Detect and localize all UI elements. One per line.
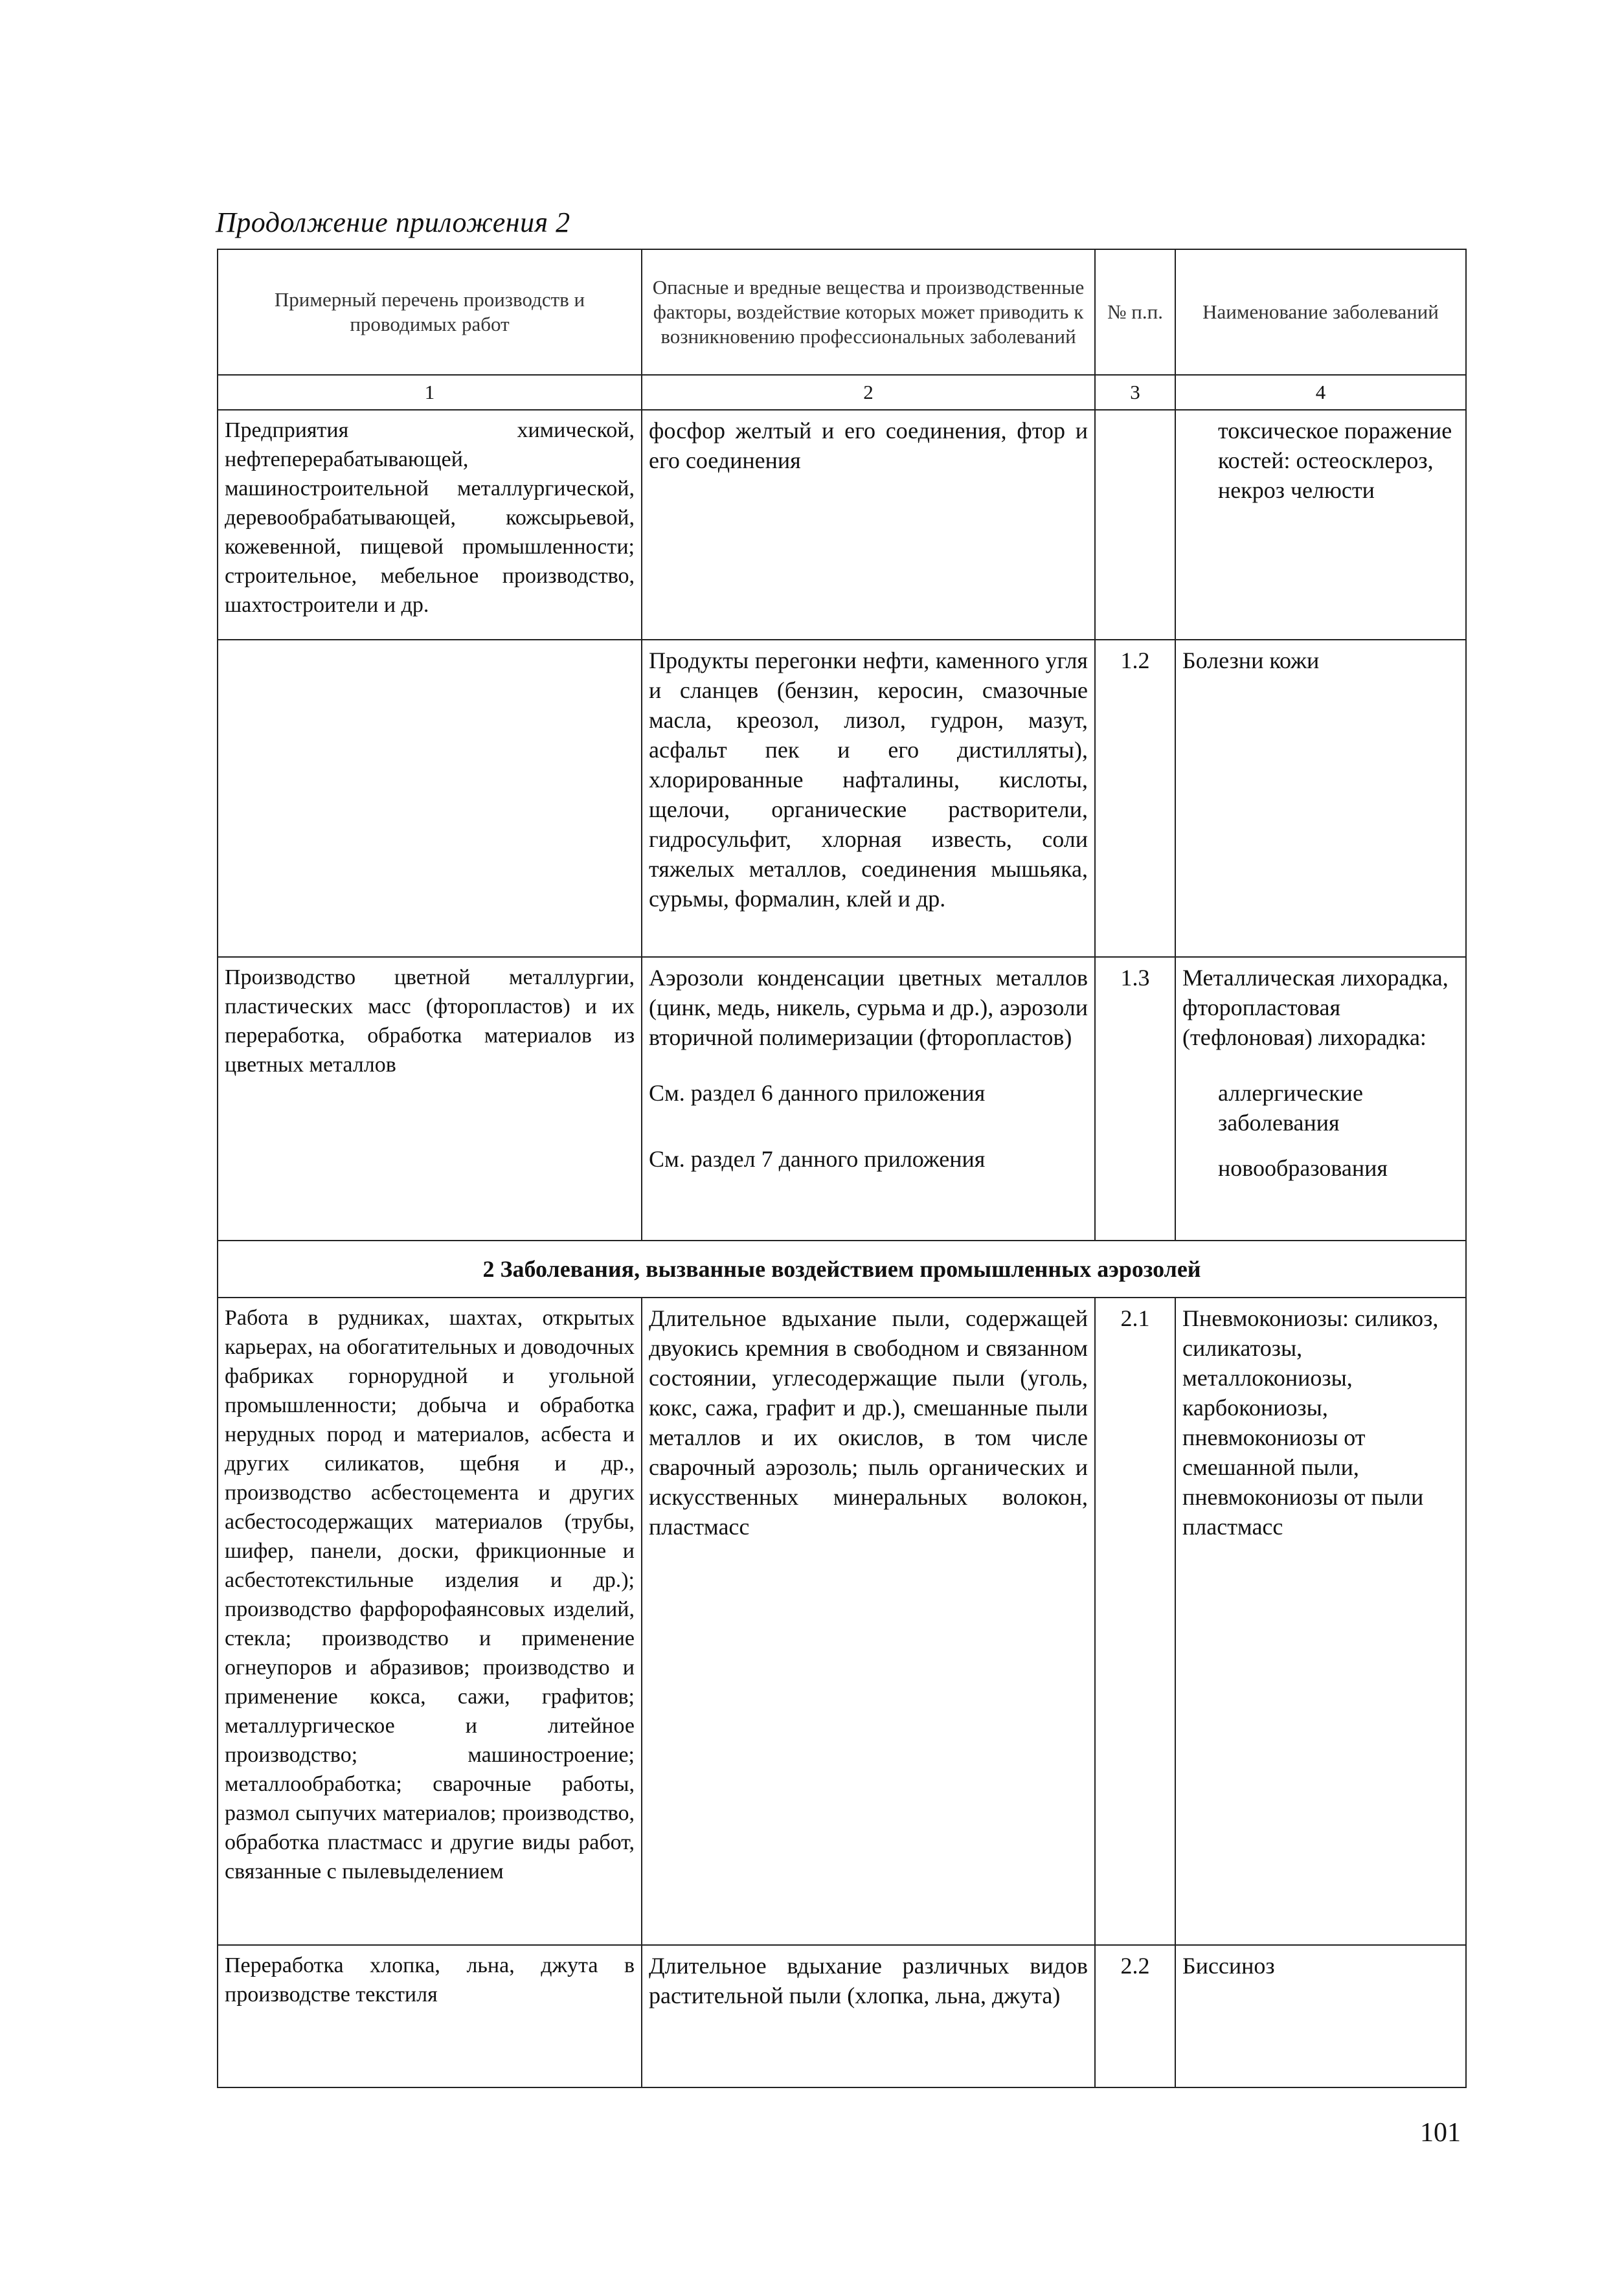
section-heading-row bbox=[218, 1241, 1466, 1298]
disease-cell: токсическое поражение костей: остеосклероз, некроз челюсти bbox=[1218, 418, 1452, 503]
item-number-cell: 2.2 bbox=[1095, 1945, 1175, 2087]
item-number-cell: 2.1 bbox=[1095, 1298, 1175, 1945]
factor-cell: Длительное вдыхание различных видов растительной пыли (хлопка, льна, джута) bbox=[642, 1945, 1095, 2087]
table-row bbox=[218, 957, 1466, 1241]
production-cell: Переработка хлопка, льна, джута в производстве текстиля bbox=[218, 1945, 642, 2087]
page-number: 101 bbox=[1420, 2118, 1461, 2148]
column-number: 1 bbox=[218, 375, 642, 410]
factor-cell: Длительное вдыхание пыли, содержащей двуокись кремния в свободном и связанном состоянии, углесодержащие пыли (уголь, кокс, сажа, графит и др.), смешанные пыли металлов и их окислов, в том числе сварочный аэрозоль; пыль органических и искусственных минеральных волокон, пластмасс bbox=[642, 1298, 1095, 1945]
disease-cell: Пневмокониозы: силикоз, силикатозы, металлокониозы, карбокониозы, пневмокониозы от смешанной пыли, пневмокониозы от пыли пластмасс bbox=[1175, 1298, 1466, 1945]
disease-text: аллергические заболевания bbox=[1218, 1080, 1363, 1136]
production-cell bbox=[218, 640, 642, 957]
column-number-row bbox=[218, 375, 1466, 410]
production-cell: Производство цветной металлургии, пластических масс (фторопластов) и их переработка, обработка материалов из цветных металлов bbox=[218, 957, 642, 1241]
diseases-table bbox=[217, 249, 1467, 2088]
header-disease-name: Наименование заболеваний bbox=[1175, 249, 1466, 375]
table-row bbox=[218, 1298, 1466, 1945]
table-row bbox=[218, 1945, 1466, 2087]
column-number: 2 bbox=[642, 375, 1095, 410]
factor-cell: фосфор желтый и его соединения, фтор и его соединения bbox=[642, 410, 1095, 640]
section-heading: 2 Заболевания, вызванные воздействием промышленных аэрозолей bbox=[218, 1241, 1466, 1298]
item-number-cell: 1.2 bbox=[1095, 640, 1175, 957]
table-row bbox=[218, 410, 1466, 640]
disease-cell: Болезни кожи bbox=[1175, 640, 1466, 957]
table-row bbox=[218, 640, 1466, 957]
disease-cell: Биссиноз bbox=[1175, 1945, 1466, 2087]
disease-text: новообразования bbox=[1218, 1155, 1388, 1181]
factor-cell: Продукты перегонки нефти, каменного угля и сланцев (бензин, керосин, смазочные масла, креозол, лизол, гудрон, мазут, асфальт пек и его дистилляты), хлорированные нафталины, кислоты, щелочи, органические растворители, гидросульфит, хлорная известь, соли тяжелых металлов, соединения мышьяка, сурьмы, формалин, клей и др. bbox=[642, 640, 1095, 957]
factor-text: Аэрозоли конденсации цветных металлов (цинк, медь, никель, сурьма и др.), аэрозоли вторичной полимеризации (фторопластов) bbox=[649, 965, 1088, 1050]
column-number: 3 bbox=[1095, 375, 1175, 410]
column-number: 4 bbox=[1175, 375, 1466, 410]
item-number-cell bbox=[1095, 410, 1175, 640]
page-caption: Продолжение приложения 2 bbox=[216, 207, 570, 238]
production-cell: Работа в рудниках, шахтах, открытых карьерах, на обогатительных и доводочных фабриках горнорудной и угольной промышленности; добыча и обработка нерудных пород и материалов, асбеста и других силикатов, щебня и др., производство асбестоцемента и других асбестосодержащих материалов (трубы, шифер, панели, доски, фрикционные и асбестотекстильные изделия и др.); производство фарфорофаянсовых изделий, стекла; производство и применение огнеупоров и абразивов; производство и применение кокса, сажи, графитов; металлургическое и литейное производство; машиностроение; металлообработка; сварочные работы, размол сыпучих материалов; производство, обработка пластмасс и другие виды работ, связанные с пылевыделением bbox=[218, 1298, 642, 1945]
production-cell: Предприятия химической, нефтеперерабатывающей, машиностроительной металлургической, деревообрабатывающей, кожсырьевой, кожевенной, пищевой промышленности; строительное, мебельное производство, шахтостроители и др. bbox=[218, 410, 642, 640]
table-header-row bbox=[218, 249, 1466, 375]
factor-reference: См. раздел 7 данного приложения bbox=[649, 1146, 986, 1172]
header-production-list: Примерный перечень производств и проводимых работ bbox=[218, 249, 642, 375]
factor-reference: См. раздел 6 данного приложения bbox=[649, 1080, 986, 1106]
header-hazard-factors: Опасные и вредные вещества и производственные факторы, воздействие которых может приводить к возникновению профессиональных заболеваний bbox=[642, 249, 1095, 375]
disease-text: Металлическая лихорадка, фторопластовая (тефлоновая) лихорадка: bbox=[1182, 965, 1449, 1050]
item-number-cell: 1.3 bbox=[1095, 957, 1175, 1241]
header-item-number: № п.п. bbox=[1095, 249, 1175, 375]
